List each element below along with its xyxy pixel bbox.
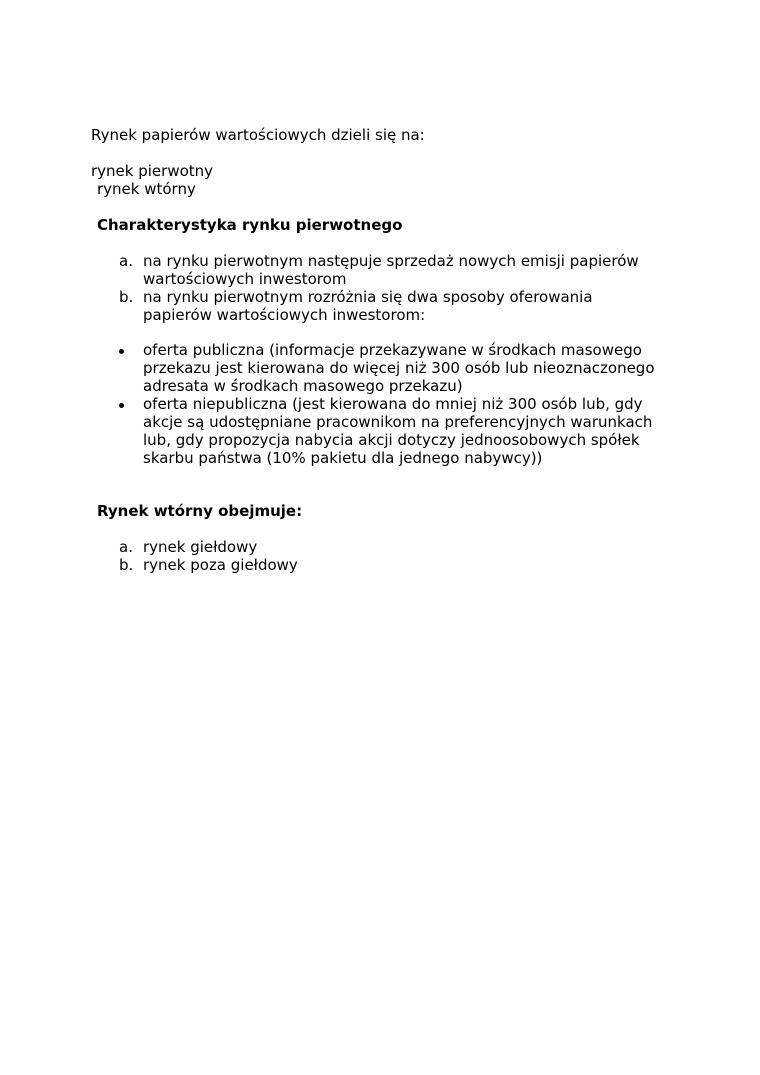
bullet-icon xyxy=(119,403,124,408)
list-marker: b. xyxy=(119,288,134,306)
primary-market-list xyxy=(0,252,700,324)
market-type-secondary: rynek wtórny xyxy=(97,180,196,198)
list-marker: a. xyxy=(119,538,133,556)
list-item xyxy=(0,395,663,467)
primary-market-heading: Charakterystyka rynku pierwotnego xyxy=(97,216,403,234)
list-item xyxy=(0,556,663,574)
list-item xyxy=(0,538,663,556)
secondary-market-heading: Rynek wtórny obejmuje: xyxy=(97,502,303,520)
list-item-text: rynek giełdowy xyxy=(143,538,258,556)
list-item-text: rynek poza giełdowy xyxy=(143,556,298,574)
list-item-text: oferta publiczna (informacje przekazywane w środkach masowego przekazu jest kierowana do więcej niż 300 osób lub nieoznaczonego adresata w środkach masowego przekazu) xyxy=(143,341,655,395)
list-marker: b. xyxy=(119,556,134,574)
market-type-primary: rynek pierwotny xyxy=(91,162,214,180)
intro-text: Rynek papierów wartościowych dzieli się na: xyxy=(91,126,425,144)
list-item-text: na rynku pierwotnym następuje sprzedaż nowych emisji papierów wartościowych inwestorom xyxy=(143,252,639,288)
list-item-text: na rynku pierwotnym rozróżnia się dwa sposoby oferowania papierów wartościowych inwestorom: xyxy=(143,288,593,324)
list-item-text: oferta niepubliczna (jest kierowana do mniej niż 300 osób lub, gdy akcje są udostępniane pracownikom na preferencyjnych warunkach lub, gdy propozycja nabycia akcji dotyczy jednoosobowych spółek skarbu państwa (10% pakietu dla jednego nabywcy)) xyxy=(143,395,653,467)
secondary-market-list xyxy=(0,538,700,574)
list-item xyxy=(0,288,663,324)
list-item xyxy=(0,341,663,395)
list-item xyxy=(0,252,663,288)
list-marker: a. xyxy=(119,252,133,270)
bullet-icon xyxy=(119,349,124,354)
offer-types-list xyxy=(0,341,700,467)
